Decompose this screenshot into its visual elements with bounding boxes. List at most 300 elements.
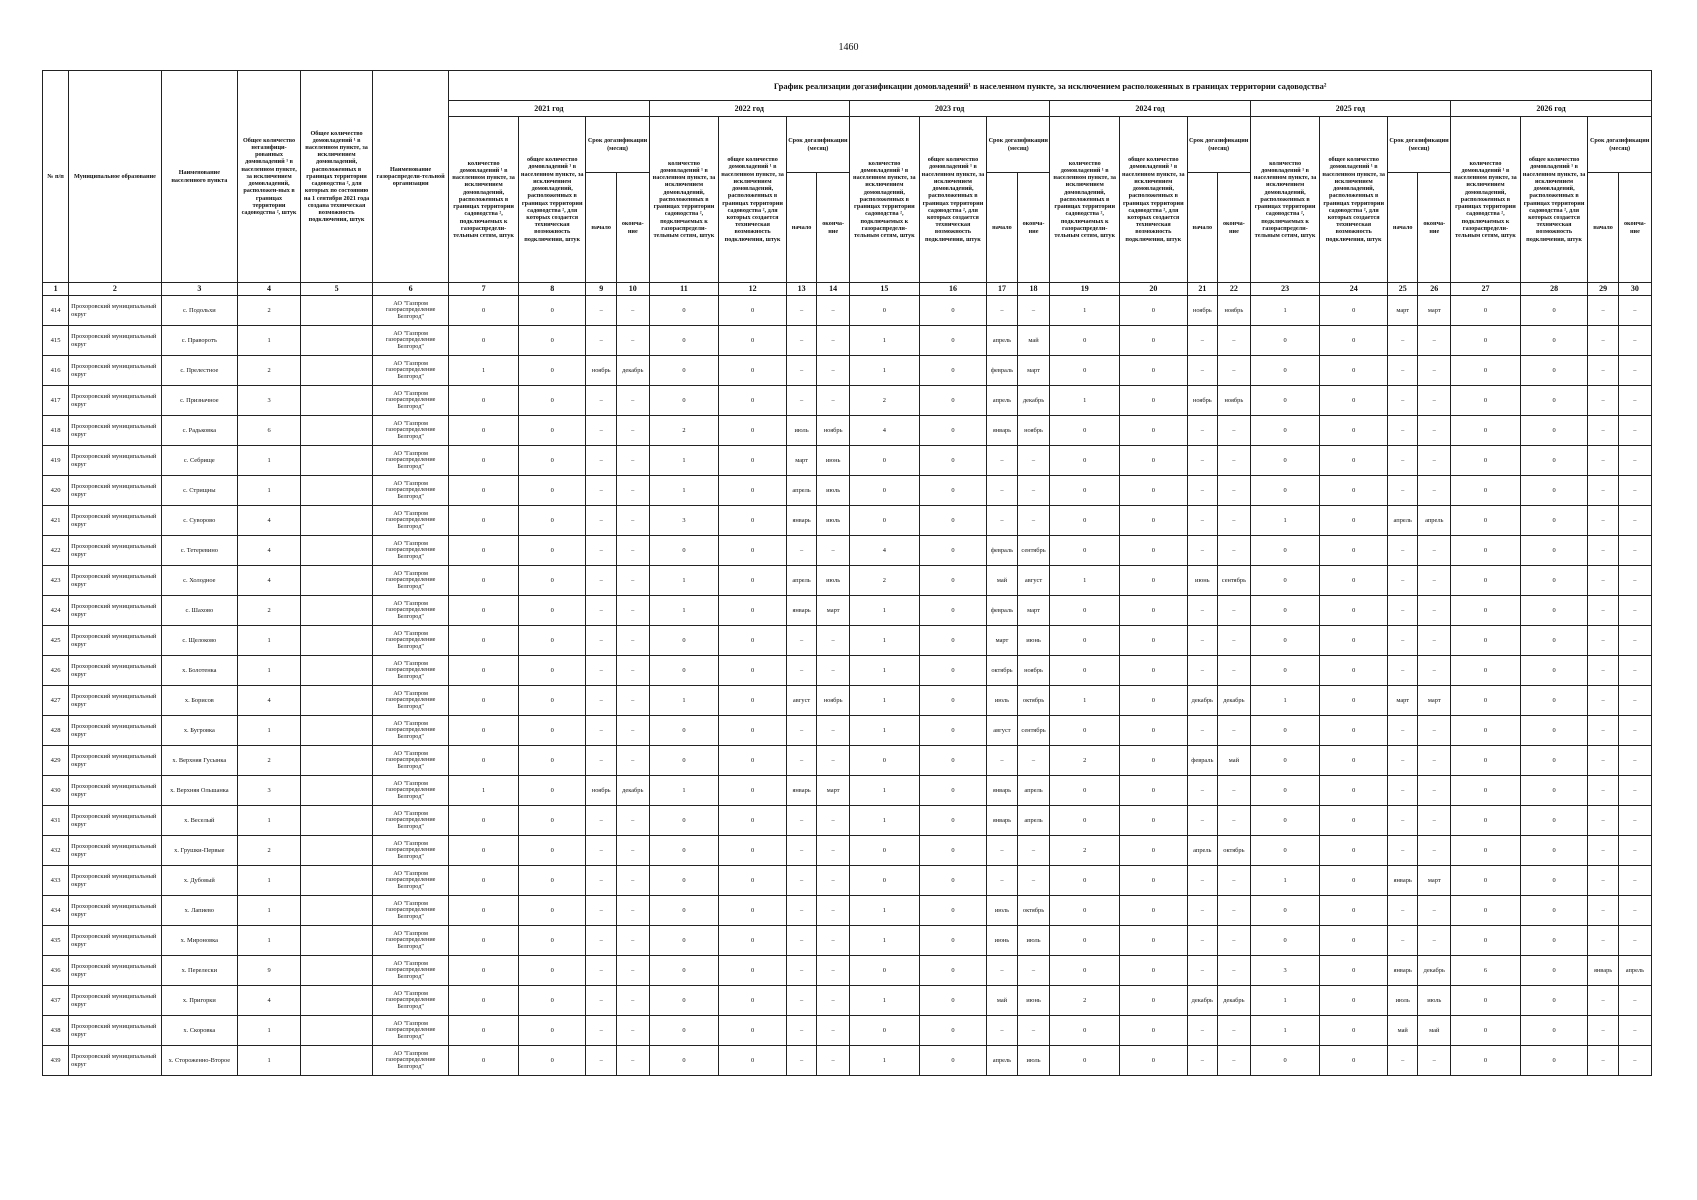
header-connected-count: количество домовладений ¹ в населенном пункте, за исключением домовладений, расположенных в границах территории садоводства ², подключаемых к газораспредели-тельным сетям, штук [849, 117, 919, 283]
row-term-start: – [786, 656, 816, 686]
row-connected-count: 0 [1050, 1016, 1120, 1046]
row-total-households: 1 [237, 716, 300, 746]
row-organization: АО "Газпром газораспределение Белгород" [373, 926, 449, 956]
row-connected-count: 0 [449, 566, 519, 596]
header-end: оконча-ние [1418, 173, 1451, 283]
row-tech-possibility-total: 0 [1520, 416, 1588, 446]
row-connected-count: 0 [449, 866, 519, 896]
row-connected-count: 4 [849, 536, 919, 566]
row-term-end: – [1017, 1016, 1050, 1046]
row-term-start: – [1187, 626, 1217, 656]
header-tech-possibility-total: общее количество домовладений ¹ в населенном пункте, за исключением домовладений, расположенных в границах территории садоводства ², для которых создается техническая возможность подключения, штук [1520, 117, 1588, 283]
row-tech-possibility-total: 0 [1520, 356, 1588, 386]
row-connected-count: 0 [649, 986, 719, 1016]
row-connected-count: 1 [1050, 566, 1120, 596]
row-number: 432 [43, 836, 69, 866]
row-term-start: – [987, 506, 1017, 536]
row-term-start: май [987, 566, 1017, 596]
table-row [43, 356, 1652, 386]
row-term-start: март [1387, 296, 1417, 326]
row-term-start: – [987, 446, 1017, 476]
row-tech-possibility-total: 0 [518, 386, 586, 416]
row-term-end: – [1418, 386, 1451, 416]
row-connected-count: 0 [1250, 566, 1320, 596]
row-term-end: – [616, 806, 649, 836]
table-row [43, 626, 1652, 656]
row-term-end: – [817, 536, 850, 566]
row-tech-possibility-total: 0 [518, 326, 586, 356]
row-term-end: – [1418, 776, 1451, 806]
row-organization: АО "Газпром газораспределение Белгород" [373, 746, 449, 776]
row-term-start: – [1387, 656, 1417, 686]
row-connected-count: 0 [649, 296, 719, 326]
row-connected-count: 0 [1050, 416, 1120, 446]
row-term-start: – [586, 416, 616, 446]
row-term-end: – [1418, 926, 1451, 956]
row-settlement: х. Перелески [161, 956, 237, 986]
row-tech-possibility-total: 0 [919, 926, 987, 956]
row-total-households: 4 [237, 536, 300, 566]
row-term-end: – [1618, 746, 1651, 776]
row-tech-possibility-total: 0 [1320, 806, 1388, 836]
row-tech-possibility-total: 0 [1120, 566, 1188, 596]
row-settlement: х. Скоровка [161, 1016, 237, 1046]
row-tech-possibility-total: 0 [1320, 746, 1388, 776]
row-connected-count: 1 [1050, 686, 1120, 716]
table-row [43, 476, 1652, 506]
row-tech-possibility-total: 0 [518, 1016, 586, 1046]
row-connected-count: 0 [1250, 926, 1320, 956]
row-term-start: – [1588, 596, 1618, 626]
row-term-end: ноябрь [817, 686, 850, 716]
row-total-households: 1 [237, 626, 300, 656]
row-tech-possibility-total: 0 [1520, 896, 1588, 926]
row-tech-possibility-total: 0 [1120, 686, 1188, 716]
row-tech-possibility-total: 0 [518, 416, 586, 446]
row-settlement: с. Суворово [161, 506, 237, 536]
header-column-number: 17 [987, 283, 1017, 296]
row-number: 418 [43, 416, 69, 446]
row-tech-possibility-total: 0 [1520, 926, 1588, 956]
row-municipality: Прохоровский муниципальный округ [69, 506, 162, 536]
row-municipality: Прохоровский муниципальный округ [69, 866, 162, 896]
row-connected-count: 0 [449, 656, 519, 686]
row-term-start: – [1588, 866, 1618, 896]
row-connected-count: 0 [1250, 626, 1320, 656]
header-tech-possibility-total: общее количество домовладений ¹ в населенном пункте, за исключением домовладений, расположенных в границах территории садоводства ², для которых создается техническая возможность подключения, штук [518, 117, 586, 283]
row-term-start: январь [987, 806, 1017, 836]
row-tech-possibility-total: 0 [1320, 626, 1388, 656]
row-connected-count: 0 [1451, 836, 1521, 866]
row-tech-possibility-total: 0 [1120, 896, 1188, 926]
row-term-start: март [1387, 686, 1417, 716]
row-municipality: Прохоровский муниципальный округ [69, 806, 162, 836]
row-connected-count: 0 [1451, 566, 1521, 596]
row-organization: АО "Газпром газораспределение Белгород" [373, 506, 449, 536]
row-tech-possibility-total: 0 [518, 956, 586, 986]
row-tech-possibility-total: 0 [1320, 686, 1388, 716]
header-tech-possibility-total: общее количество домовладений ¹ в населенном пункте, за исключением домовладений, расположенных в границах территории садоводства ², для которых создается техническая возможность подключения, штук [919, 117, 987, 283]
row-total-2021 [301, 356, 373, 386]
table-row [43, 956, 1652, 986]
row-term-end: – [1218, 536, 1251, 566]
row-term-end: июнь [1017, 986, 1050, 1016]
row-municipality: Прохоровский муниципальный округ [69, 596, 162, 626]
row-connected-count: 0 [649, 1046, 719, 1076]
row-tech-possibility-total: 0 [719, 926, 787, 956]
row-organization: АО "Газпром газораспределение Белгород" [373, 956, 449, 986]
row-total-2021 [301, 476, 373, 506]
table-row [43, 1046, 1652, 1076]
row-total-households: 1 [237, 896, 300, 926]
row-term-end: – [1618, 716, 1651, 746]
row-term-start: июнь [987, 926, 1017, 956]
row-tech-possibility-total: 0 [1320, 356, 1388, 386]
row-term-end: – [616, 416, 649, 446]
row-term-end: – [1218, 866, 1251, 896]
row-total-2021 [301, 446, 373, 476]
row-municipality: Прохоровский муниципальный округ [69, 326, 162, 356]
row-term-end: – [616, 386, 649, 416]
row-connected-count: 0 [1050, 356, 1120, 386]
row-municipality: Прохоровский муниципальный округ [69, 986, 162, 1016]
row-term-start: июнь [1187, 566, 1217, 596]
row-term-end: май [1418, 1016, 1451, 1046]
row-term-start: апрель [1187, 836, 1217, 866]
row-connected-count: 1 [849, 986, 919, 1016]
row-total-2021 [301, 956, 373, 986]
row-settlement: с. Щелоково [161, 626, 237, 656]
row-tech-possibility-total: 0 [919, 956, 987, 986]
row-tech-possibility-total: 0 [1320, 776, 1388, 806]
row-settlement: х. Пригорки [161, 986, 237, 1016]
row-number: 436 [43, 956, 69, 986]
row-total-2021 [301, 296, 373, 326]
header-year: 2021 год [449, 101, 649, 117]
row-connected-count: 0 [1451, 356, 1521, 386]
row-total-households: 4 [237, 686, 300, 716]
row-total-households: 1 [237, 476, 300, 506]
row-term-end: октябрь [1218, 836, 1251, 866]
row-term-end: – [817, 626, 850, 656]
row-tech-possibility-total: 0 [719, 1016, 787, 1046]
row-settlement: х. Борисов [161, 686, 237, 716]
row-tech-possibility-total: 0 [919, 656, 987, 686]
row-tech-possibility-total: 0 [1520, 626, 1588, 656]
row-municipality: Прохоровский муниципальный округ [69, 926, 162, 956]
row-term-start: – [786, 866, 816, 896]
header-column-number: 16 [919, 283, 987, 296]
row-connected-count: 3 [649, 506, 719, 536]
row-connected-count: 0 [1451, 1016, 1521, 1046]
row-term-end: – [616, 566, 649, 596]
row-term-end: – [1418, 536, 1451, 566]
row-tech-possibility-total: 0 [719, 956, 787, 986]
row-connected-count: 0 [449, 626, 519, 656]
row-term-end: – [616, 716, 649, 746]
row-term-start: апрель [786, 566, 816, 596]
row-connected-count: 0 [1451, 986, 1521, 1016]
row-total-2021 [301, 416, 373, 446]
row-term-start: – [786, 386, 816, 416]
table-row [43, 776, 1652, 806]
row-term-start: – [1187, 806, 1217, 836]
row-tech-possibility-total: 0 [518, 836, 586, 866]
row-connected-count: 0 [1451, 896, 1521, 926]
table-row [43, 656, 1652, 686]
row-term-end: – [616, 626, 649, 656]
row-organization: АО "Газпром газораспределение Белгород" [373, 356, 449, 386]
header-column-number: 3 [161, 283, 237, 296]
row-term-start: апрель [987, 1046, 1017, 1076]
row-term-end: август [1017, 566, 1050, 596]
table-row [43, 1016, 1652, 1046]
table-row [43, 836, 1652, 866]
row-tech-possibility-total: 0 [1320, 326, 1388, 356]
row-term-start: – [1588, 296, 1618, 326]
row-term-end: – [1618, 446, 1651, 476]
row-connected-count: 0 [1451, 776, 1521, 806]
row-connected-count: 0 [1451, 656, 1521, 686]
row-connected-count: 0 [449, 446, 519, 476]
row-connected-count: 0 [649, 326, 719, 356]
row-organization: АО "Газпром газораспределение Белгород" [373, 836, 449, 866]
row-connected-count: 1 [1250, 986, 1320, 1016]
table-row [43, 506, 1652, 536]
row-settlement: с. Стрищны [161, 476, 237, 506]
row-number: 420 [43, 476, 69, 506]
row-connected-count: 0 [849, 1016, 919, 1046]
row-connected-count: 1 [1250, 686, 1320, 716]
row-tech-possibility-total: 0 [1120, 926, 1188, 956]
row-term-start: – [987, 956, 1017, 986]
row-connected-count: 1 [849, 356, 919, 386]
row-settlement: с. Холодное [161, 566, 237, 596]
row-tech-possibility-total: 0 [1520, 1016, 1588, 1046]
row-total-2021 [301, 896, 373, 926]
row-term-end: – [817, 356, 850, 386]
header-column-number: 18 [1017, 283, 1050, 296]
row-term-end: апрель [1017, 776, 1050, 806]
row-term-end: – [1418, 836, 1451, 866]
row-tech-possibility-total: 0 [518, 656, 586, 686]
row-tech-possibility-total: 0 [1520, 836, 1588, 866]
row-term-end: – [616, 506, 649, 536]
row-tech-possibility-total: 0 [518, 626, 586, 656]
row-tech-possibility-total: 0 [1520, 386, 1588, 416]
row-connected-count: 1 [1250, 506, 1320, 536]
row-total-households: 1 [237, 806, 300, 836]
row-connected-count: 1 [449, 776, 519, 806]
row-connected-count: 1 [849, 626, 919, 656]
row-term-start: апрель [1387, 506, 1417, 536]
row-term-start: – [586, 536, 616, 566]
row-term-end: – [616, 1016, 649, 1046]
row-term-start: январь [1588, 956, 1618, 986]
row-tech-possibility-total: 0 [1120, 536, 1188, 566]
row-term-end: июнь [1017, 626, 1050, 656]
row-term-end: март [817, 596, 850, 626]
header-end: оконча-ние [1017, 173, 1050, 283]
row-term-start: – [1387, 836, 1417, 866]
row-connected-count: 0 [449, 956, 519, 986]
row-term-end: ноябрь [817, 416, 850, 446]
row-organization: АО "Газпром газораспределение Белгород" [373, 536, 449, 566]
row-term-start: – [1387, 386, 1417, 416]
row-term-end: – [817, 656, 850, 686]
row-term-end: – [817, 326, 850, 356]
row-term-start: – [1588, 536, 1618, 566]
row-connected-count: 1 [1050, 296, 1120, 326]
row-tech-possibility-total: 0 [1520, 476, 1588, 506]
row-term-end: – [817, 896, 850, 926]
row-tech-possibility-total: 0 [719, 866, 787, 896]
row-term-end: – [1618, 506, 1651, 536]
row-total-households: 3 [237, 386, 300, 416]
row-municipality: Прохоровский муниципальный округ [69, 296, 162, 326]
row-tech-possibility-total: 0 [719, 536, 787, 566]
row-connected-count: 0 [449, 686, 519, 716]
row-connected-count: 1 [849, 326, 919, 356]
row-tech-possibility-total: 0 [1320, 1016, 1388, 1046]
row-connected-count: 0 [849, 446, 919, 476]
header-start: начало [586, 173, 616, 283]
row-settlement: с. Радьковка [161, 416, 237, 446]
row-term-end: июнь [817, 446, 850, 476]
row-term-start: – [1588, 506, 1618, 536]
row-connected-count: 2 [649, 416, 719, 446]
row-term-end: – [1418, 356, 1451, 386]
row-tech-possibility-total: 0 [1120, 866, 1188, 896]
row-settlement: х. Верхняя Ольшанка [161, 776, 237, 806]
header-column-number: 5 [301, 283, 373, 296]
row-term-end: – [1418, 1046, 1451, 1076]
table-row [43, 446, 1652, 476]
row-connected-count: 0 [1451, 716, 1521, 746]
row-connected-count: 0 [849, 476, 919, 506]
row-term-end: – [1618, 626, 1651, 656]
row-term-start: – [987, 746, 1017, 776]
header-end: оконча-ние [616, 173, 649, 283]
row-municipality: Прохоровский муниципальный округ [69, 626, 162, 656]
row-connected-count: 0 [649, 626, 719, 656]
row-connected-count: 0 [649, 806, 719, 836]
row-tech-possibility-total: 0 [1520, 1046, 1588, 1076]
row-connected-count: 0 [1250, 836, 1320, 866]
row-total-households: 9 [237, 956, 300, 986]
row-organization: АО "Газпром газораспределение Белгород" [373, 686, 449, 716]
row-connected-count: 0 [449, 986, 519, 1016]
row-connected-count: 0 [1050, 926, 1120, 956]
row-term-start: – [586, 326, 616, 356]
row-tech-possibility-total: 0 [1320, 596, 1388, 626]
row-connected-count: 0 [649, 956, 719, 986]
row-tech-possibility-total: 0 [919, 386, 987, 416]
row-term-end: – [1618, 596, 1651, 626]
row-tech-possibility-total: 0 [719, 566, 787, 596]
row-term-end: – [1218, 806, 1251, 836]
header-column-number: 8 [518, 283, 586, 296]
row-number: 439 [43, 1046, 69, 1076]
row-term-end: декабрь [1017, 386, 1050, 416]
row-tech-possibility-total: 0 [1120, 596, 1188, 626]
row-number: 428 [43, 716, 69, 746]
row-term-start: – [1187, 896, 1217, 926]
row-total-2021 [301, 926, 373, 956]
row-municipality: Прохоровский муниципальный округ [69, 656, 162, 686]
row-term-end: – [1218, 776, 1251, 806]
row-term-end: – [1017, 476, 1050, 506]
row-term-start: – [1187, 476, 1217, 506]
row-tech-possibility-total: 0 [1520, 506, 1588, 536]
row-total-households: 2 [237, 596, 300, 626]
row-term-end: – [1618, 296, 1651, 326]
row-settlement: х. Лапиево [161, 896, 237, 926]
row-term-start: ноябрь [1187, 296, 1217, 326]
header-column-number: 24 [1320, 283, 1388, 296]
row-term-start: – [786, 626, 816, 656]
row-total-households: 2 [237, 356, 300, 386]
row-term-start: – [1387, 1046, 1417, 1076]
row-term-end: июль [1017, 1046, 1050, 1076]
row-tech-possibility-total: 0 [919, 1016, 987, 1046]
row-total-2021 [301, 566, 373, 596]
row-tech-possibility-total: 0 [719, 446, 787, 476]
row-organization: АО "Газпром газораспределение Белгород" [373, 986, 449, 1016]
row-connected-count: 0 [1050, 896, 1120, 926]
row-connected-count: 0 [1050, 806, 1120, 836]
row-tech-possibility-total: 0 [719, 716, 787, 746]
header-end: оконча-ние [1618, 173, 1651, 283]
row-connected-count: 0 [1050, 506, 1120, 536]
row-tech-possibility-total: 0 [1520, 776, 1588, 806]
row-tech-possibility-total: 0 [518, 296, 586, 326]
row-settlement: с. Праворотъ [161, 326, 237, 356]
row-tech-possibility-total: 0 [1120, 1016, 1188, 1046]
row-term-end: октябрь [1017, 896, 1050, 926]
row-term-start: – [786, 296, 816, 326]
row-total-households: 1 [237, 1046, 300, 1076]
row-term-start: – [1588, 926, 1618, 956]
row-connected-count: 1 [849, 596, 919, 626]
row-term-start: октябрь [987, 656, 1017, 686]
header-term: Срок догазификации (месяц) [1387, 117, 1450, 173]
header-column-number: 12 [719, 283, 787, 296]
row-term-start: – [786, 926, 816, 956]
header-column-numbers [43, 283, 1652, 296]
row-tech-possibility-total: 0 [1320, 866, 1388, 896]
row-tech-possibility-total: 0 [719, 986, 787, 1016]
row-term-start: – [586, 1046, 616, 1076]
row-term-start: – [586, 686, 616, 716]
row-connected-count: 0 [849, 506, 919, 536]
row-connected-count: 1 [849, 926, 919, 956]
row-connected-count: 1 [1250, 296, 1320, 326]
row-tech-possibility-total: 0 [1120, 416, 1188, 446]
row-term-end: – [817, 296, 850, 326]
row-term-end: июль [817, 566, 850, 596]
row-term-start: – [586, 836, 616, 866]
row-tech-possibility-total: 0 [919, 626, 987, 656]
row-term-start: – [1588, 986, 1618, 1016]
row-tech-possibility-total: 0 [1120, 836, 1188, 866]
header-column-number: 7 [449, 283, 519, 296]
row-term-end: март [1017, 596, 1050, 626]
row-connected-count: 0 [1250, 776, 1320, 806]
row-tech-possibility-total: 0 [1520, 986, 1588, 1016]
row-term-start: – [786, 896, 816, 926]
row-tech-possibility-total: 0 [1320, 836, 1388, 866]
